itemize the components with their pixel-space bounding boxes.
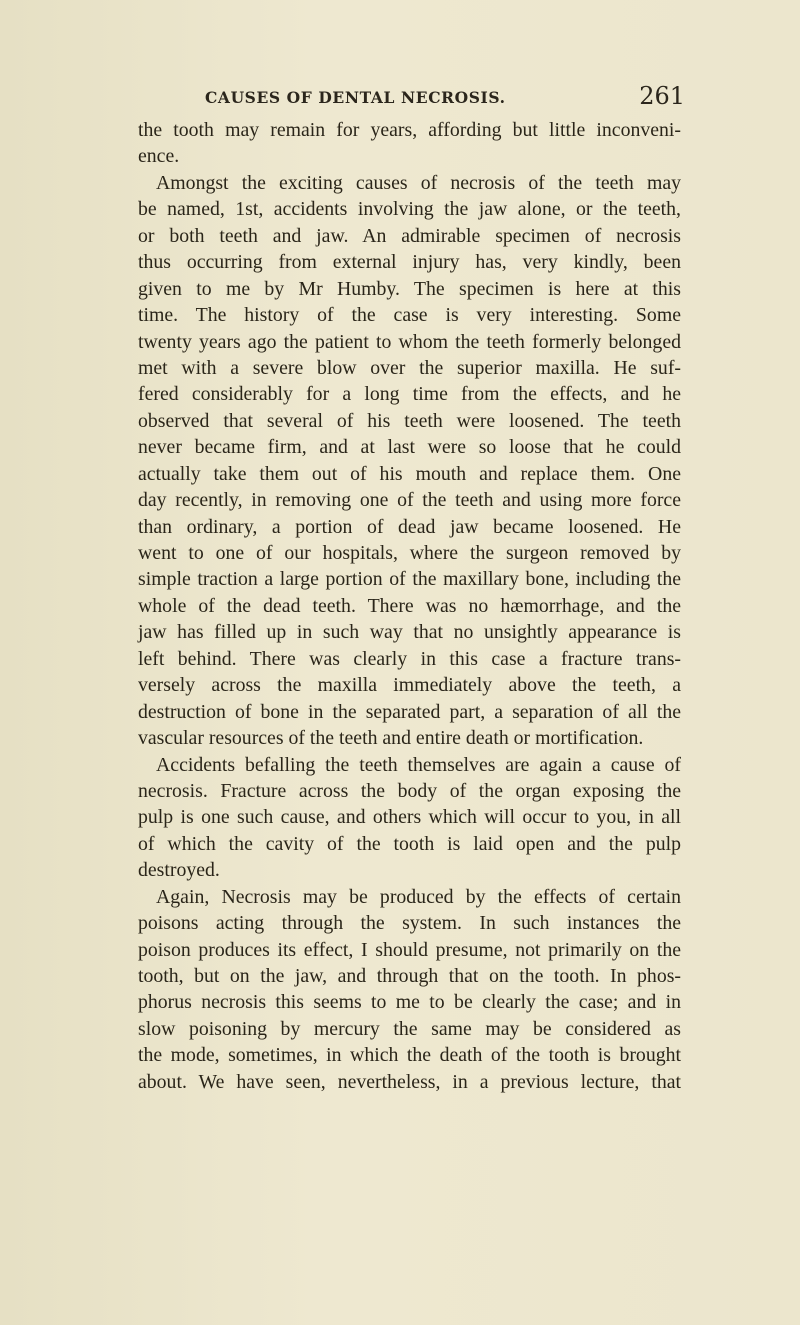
text-line: jaw has filled up in such way that no unsightly appearance is — [138, 621, 681, 644]
text-line: the tooth may remain for years, affording but little inconveni- — [138, 119, 681, 141]
page-number: 261 — [639, 82, 685, 110]
text-line: day recently, in removing one of the teeth and using more force — [138, 489, 681, 512]
text-line: actually take them out of his mouth and replace them. One — [138, 462, 681, 485]
text-line: met with a severe blow over the superior maxilla. He suf- — [138, 356, 681, 379]
text-line: whole of the dead teeth. There was no hæmorrhage, and the — [138, 594, 681, 617]
text-line: never became firm, and at last were so loose that he could — [138, 436, 681, 459]
page-header — [205, 82, 685, 120]
text-line: destruction of bone in the separated part, a separation of all the — [138, 700, 681, 723]
text-line: versely across the maxilla immediately above the teeth, a — [138, 674, 681, 697]
text-line: twenty years ago the patient to whom the teeth formerly belonged — [138, 330, 681, 353]
text-line: than ordinary, a portion of dead jaw became loosened. He — [138, 515, 681, 538]
text-line: phorus necrosis this seems to me to be clearly the case; and in — [138, 991, 681, 1014]
text-line: necrosis. Fracture across the body of the organ exposing the — [138, 779, 681, 802]
text-line: be named, 1st, accidents involving the jaw alone, or the teeth, — [138, 198, 681, 221]
text-line: thus occurring from external injury has, very kindly, been — [138, 251, 681, 274]
text-line: the mode, sometimes, in which the death of the tooth is brought — [138, 1044, 681, 1067]
text-line: given to me by Mr Humby. The specimen is here at this — [138, 277, 681, 300]
text-line: about. We have seen, nevertheless, in a previous lecture, that — [138, 1070, 681, 1093]
text-line: or both teeth and jaw. An admirable specimen of necrosis — [138, 224, 681, 247]
text-line: vascular resources of the teeth and entire death or mortification. — [138, 727, 644, 750]
text-line: left behind. There was clearly in this case a fracture trans- — [138, 647, 681, 670]
text-line: time. The history of the case is very interesting. Some — [138, 304, 681, 327]
text-line: poisons acting through the system. In such instances the — [138, 912, 681, 935]
text-line: destroyed. — [138, 859, 220, 882]
text-line: went to one of our hospitals, where the surgeon removed by — [138, 542, 681, 564]
text-line: simple traction a large portion of the maxillary bone, including the — [138, 568, 681, 591]
text-line: poison produces its effect, I should presume, not primarily on the — [138, 938, 681, 961]
text-line: Amongst the exciting causes of necrosis of the teeth may — [156, 171, 681, 194]
text-line: of which the cavity of the tooth is laid open and the pulp — [138, 832, 681, 855]
text-line: slow poisoning by mercury the same may be considered as — [138, 1017, 681, 1040]
text-line: ence. — [138, 145, 180, 168]
text-line: tooth, but on the jaw, and through that on the tooth. In phos- — [138, 965, 681, 987]
text-line: Accidents befalling the teeth themselves are again a cause of — [156, 753, 681, 776]
body-text — [138, 117, 681, 1095]
text-line: observed that several of his teeth were loosened. The teeth — [138, 409, 681, 432]
text-line: Again, Necrosis may be produced by the effects of certain — [156, 885, 681, 908]
running-head: CAUSES OF DENTAL NECROSIS. — [205, 88, 506, 107]
text-line: pulp is one such cause, and others which will occur to you, in all — [138, 806, 681, 829]
text-line: fered considerably for a long time from the effects, and he — [138, 383, 681, 406]
